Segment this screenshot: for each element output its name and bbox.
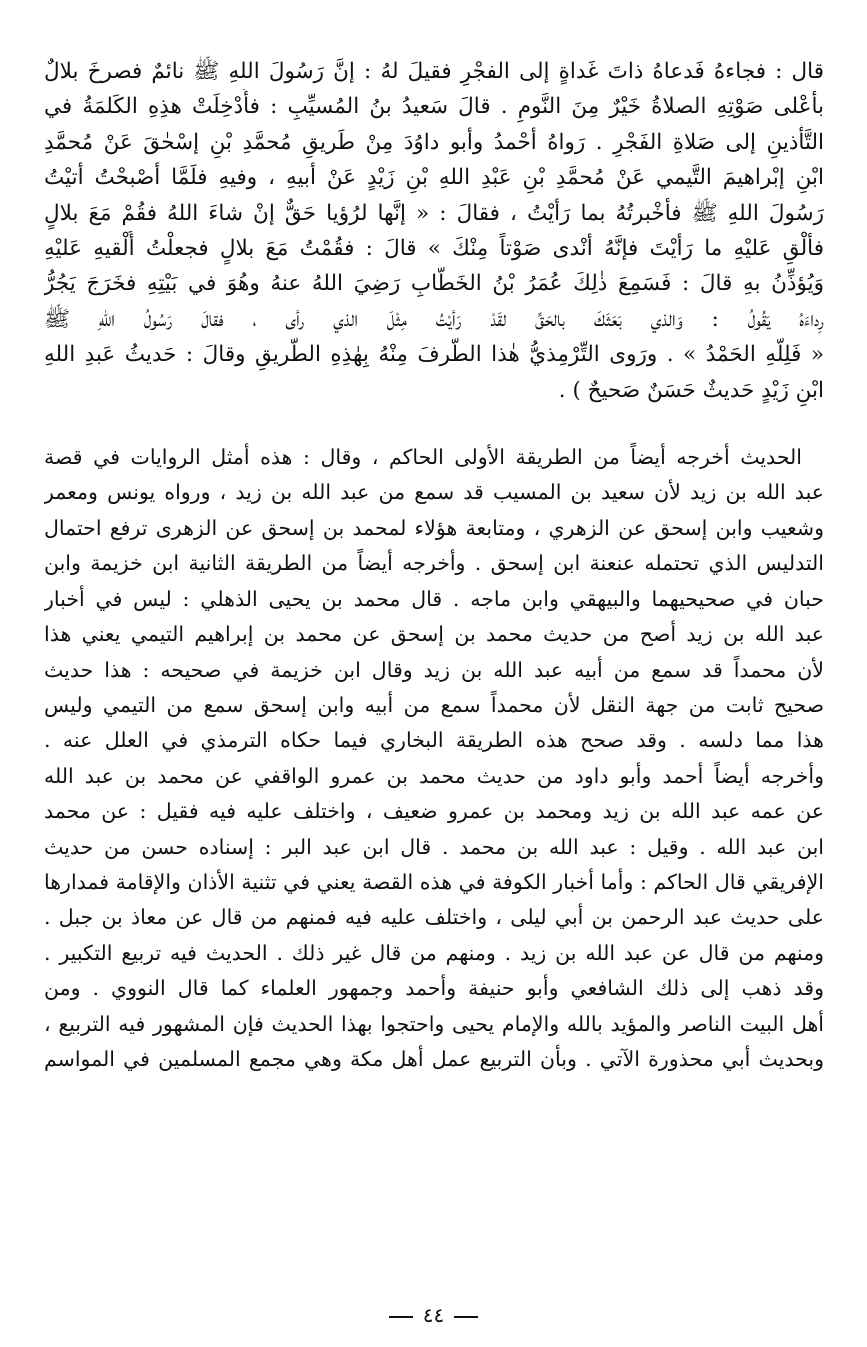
body-line: الحديث أخرجه أيضاً من الطريقة الأولى الحاكم ، وقال : هذه أمثل الروايات في قصة — [44, 445, 802, 470]
quote-line: ابْنِ زَيْدٍ حَديثٌ حَسَنٌ صَحيحٌ ) . — [558, 377, 824, 403]
body-line: صحيح ثابت من جهة النقل لأن محمداً سمع من أبيه وابن إسحق سمع من التيمي وليس — [44, 692, 824, 717]
footer-dash — [454, 1316, 478, 1318]
footer-dash — [389, 1316, 413, 1318]
body-line: وشعيب وابن إسحق عن الزهري ، ومتابعة هؤلاء لمحمد بن إسحق عن الزهرى ترفع احتمال — [44, 515, 824, 540]
body-line: عن عمه عبد الله بن زيد ومحمد بن عمرو ضعيف ، واختلف عليه فيه فقيل : عن محمد — [44, 799, 824, 824]
page-footer — [0, 1303, 867, 1327]
page-number: ٤٤ — [422, 1303, 445, 1327]
body-line: وقد ذهب إلى ذلك الشافعي وأبو حنيفة وأحمد وجمهور العلماء كما قال النووي . ومن — [44, 976, 824, 1001]
quote-line: ابْنِ إبْراهيمَ التَّيمي عَنْ مُحمَّدِ بْنِ عَبْدِ اللهِ بْنِ زَيْدٍ عَنْ أبيهِ ، وفيهِ فلَمَّا أصْبحْتُ أتيْتُ — [44, 165, 824, 191]
quoted-hadith-passage — [44, 54, 824, 408]
body-line: التدليس الذي تحتمله عنعنة ابن إسحق . وأخرجه أيضاً من الطريقة الثانية ابن خزيمة وابن — [44, 551, 824, 576]
body-line: الإفريقي قال الحاكم : وأما أخبار الكوفة في هذه القصة يعني في تثنية الأذان والإقامة فمدارها — [44, 869, 824, 894]
body-line: على حديث عبد الرحمن بن أبي ليلى ، واختلف عليه فيه فمنهم من قال عن معاذ بن جبل . — [44, 905, 824, 930]
quote-line: بأعْلى صَوْتِهِ الصلاةُ خَيْرٌ مِنَ النَّومِ . قالَ سَعيدُ بنُ المُسيِّبِ : فأُدْخِلَتْ هذِهِ الكَلمَةُ في — [44, 94, 824, 120]
body-line: هذا مما دلسه . وقد صحح هذه الطريقة البخاري فيما حكاه الترمذي في العلل عنه . — [44, 728, 824, 753]
body-line: عبد الله بن زيد لأن سعيد بن المسيب قد سمع من عبد الله بن زيد ، ورواه يونس ومعمر — [44, 480, 824, 505]
quote-line: وَيُؤذِّنُ بهِ قالَ : فَسَمِعَ ذٰلِكَ عُمَرُ بْنُ الخَطَّابِ رَضِيَ اللهُ عنهُ وهُوَ في بَيْتِهِ فخَرَجَ يَجُرُّ — [44, 271, 824, 297]
page-content — [44, 54, 824, 1077]
quote-line: فألْقِ عَليْهِ ما رَأيْتَ فإنَّهُ أنْدى صَوْتاً مِنْكَ » قالَ : فقُمْتُ مَعَ بلالٍ فجعلْتُ أُلْقيهِ عَليْهِ — [44, 236, 824, 262]
quote-line: رَسُولَ اللهِ ﷺ فأخْبرتُهُ بما رَأيْتُ ، فقالَ : « إنَّها لرُؤيا حَقٌّ إنْ شاءَ اللهُ فقُمْ مَعَ بلالٍ — [44, 200, 824, 226]
body-line: عبد الله بن زيد أصح من حديث محمد بن إسحق عن محمد بن إبراهيم التيمي يعني هذا — [44, 622, 824, 647]
commentary-passage — [44, 440, 824, 1077]
body-line: وأخرجه أيضاً أحمد وأبو داود من حديث محمد بن عمرو الواقفي عن محمد بن عبد الله — [44, 763, 824, 788]
quote-line: قال : فجاءهُ فَدعاهُ ذاتَ غَداةٍ إلى الفجْرِ فقيلَ لهُ : إنَّ رَسُولَ اللهِ ﷺ نائمٌ فصرخَ بلالٌ — [44, 59, 824, 84]
quote-line: التَّأْذينِ إلى صَلاةِ الفَجْرِ . رَواهُ أحْمدُ وأبو داوُدَ مِنْ طَريقِ مُحمَّدِ بْنِ إسْحٰقَ عَنْ مُحمَّدِ — [44, 129, 824, 155]
body-line: أهل البيت الناصر والمؤيد بالله والإمام يحيى واحتجوا بهذا الحديث فإن المشهور فيه التربيع ، — [44, 1011, 824, 1036]
body-line: وبحديث أبي محذورة الآتي . وبأن التربيع عمل أهل مكة وهي مجمع المسلمين في المواسم — [44, 1046, 824, 1071]
quote-line: رِداءَهُ يَقُولُ : وَالذي بَعَثَكَ بالحَقِّ لقَدْ رَأيْتُ مِثْلَ الذي رأى ، فقالَ رَسُولُ اللهِ ﷺ — [44, 306, 824, 332]
quote-line: « فَلِلّهِ الحَمْدُ » . ورَوى التِّرْمِذيُّ هٰذا الطَّرفَ مِنْهُ بِهٰذِهِ الطَّريقِ وقالَ : حَديثُ عَبدِ اللهِ — [44, 342, 824, 368]
body-line: لأن محمداً قد سمع من أبيه عبد الله بن زيد وقال ابن خزيمة في صحيحه : هذا حديث — [44, 657, 824, 682]
body-line: ومنهم من قال عن عبد الله بن زيد . ومنهم من قال غير ذلك . الحديث فيه تربيع التكبير . — [44, 940, 824, 965]
body-line: ابن عبد الله . وقيل : عبد الله بن محمد . قال ابن عبد البر : إسناده حسن من حديث — [44, 834, 824, 859]
body-line: حبان في صحيحيهما والبيهقي وابن ماجه . قال محمد بن يحيى الذهلي : ليس في أخبار — [44, 586, 824, 611]
